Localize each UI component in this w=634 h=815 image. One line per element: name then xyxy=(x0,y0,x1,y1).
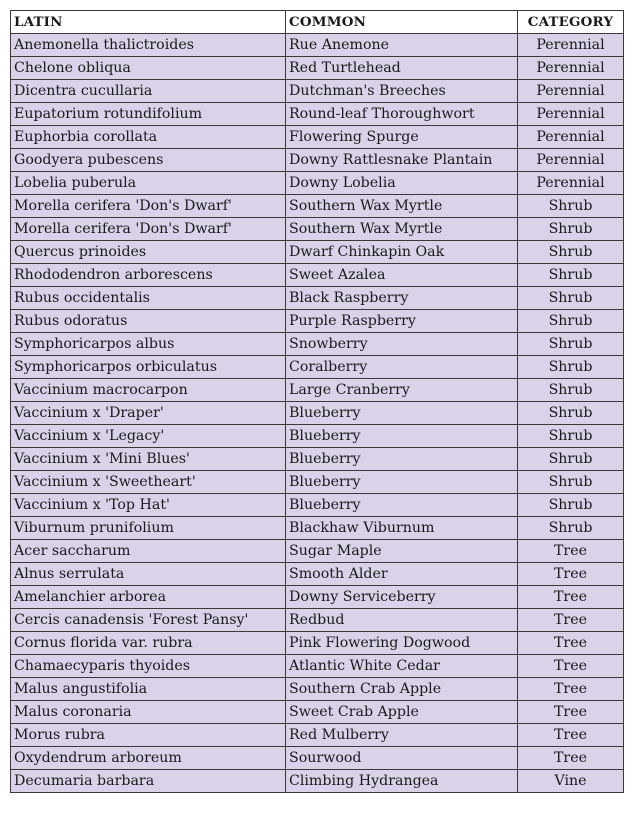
latin-cell: Symphoricarpos albus xyxy=(11,333,286,356)
category-cell: Tree xyxy=(518,678,624,701)
latin-cell: Vaccinium x 'Legacy' xyxy=(11,425,286,448)
table-row xyxy=(11,563,624,586)
category-cell: Tree xyxy=(518,609,624,632)
table-row xyxy=(11,149,624,172)
category-cell: Shrub xyxy=(518,195,624,218)
table-row xyxy=(11,57,624,80)
common-cell: Dutchman's Breeches xyxy=(286,80,518,103)
common-cell: Purple Raspberry xyxy=(286,310,518,333)
category-cell: Shrub xyxy=(518,356,624,379)
table-row xyxy=(11,540,624,563)
common-cell: Blueberry xyxy=(286,494,518,517)
category-cell: Tree xyxy=(518,563,624,586)
category-cell: Shrub xyxy=(518,494,624,517)
table-row xyxy=(11,34,624,57)
header-common: COMMON xyxy=(286,11,518,34)
category-cell: Perennial xyxy=(518,57,624,80)
latin-cell: Acer saccharum xyxy=(11,540,286,563)
category-cell: Tree xyxy=(518,747,624,770)
latin-cell: Cercis canadensis 'Forest Pansy' xyxy=(11,609,286,632)
latin-cell: Vaccinium macrocarpon xyxy=(11,379,286,402)
table-row xyxy=(11,678,624,701)
latin-cell: Alnus serrulata xyxy=(11,563,286,586)
table-row xyxy=(11,517,624,540)
common-cell: Blueberry xyxy=(286,425,518,448)
category-cell: Shrub xyxy=(518,218,624,241)
latin-cell: Malus coronaria xyxy=(11,701,286,724)
table-row xyxy=(11,218,624,241)
table-row xyxy=(11,264,624,287)
latin-cell: Cornus florida var. rubra xyxy=(11,632,286,655)
table-header xyxy=(11,11,624,34)
category-cell: Perennial xyxy=(518,149,624,172)
common-cell: Red Turtlehead xyxy=(286,57,518,80)
common-cell: Dwarf Chinkapin Oak xyxy=(286,241,518,264)
common-cell: Downy Rattlesnake Plantain xyxy=(286,149,518,172)
latin-cell: Vaccinium x 'Sweetheart' xyxy=(11,471,286,494)
common-cell: Coralberry xyxy=(286,356,518,379)
latin-cell: Euphorbia corollata xyxy=(11,126,286,149)
table-row xyxy=(11,103,624,126)
common-cell: Blueberry xyxy=(286,402,518,425)
common-cell: Southern Crab Apple xyxy=(286,678,518,701)
latin-cell: Chelone obliqua xyxy=(11,57,286,80)
table-row xyxy=(11,471,624,494)
table-row xyxy=(11,425,624,448)
latin-cell: Decumaria barbara xyxy=(11,770,286,793)
common-cell: Large Cranberry xyxy=(286,379,518,402)
latin-cell: Rubus odoratus xyxy=(11,310,286,333)
category-cell: Shrub xyxy=(518,448,624,471)
common-cell: Black Raspberry xyxy=(286,287,518,310)
common-cell: Blueberry xyxy=(286,448,518,471)
common-cell: Sweet Azalea xyxy=(286,264,518,287)
category-cell: Shrub xyxy=(518,517,624,540)
common-cell: Southern Wax Myrtle xyxy=(286,195,518,218)
latin-cell: Rhododendron arborescens xyxy=(11,264,286,287)
latin-cell: Morus rubra xyxy=(11,724,286,747)
common-cell: Downy Serviceberry xyxy=(286,586,518,609)
latin-cell: Malus angustifolia xyxy=(11,678,286,701)
table-row xyxy=(11,632,624,655)
latin-cell: Oxydendrum arboreum xyxy=(11,747,286,770)
common-cell: Redbud xyxy=(286,609,518,632)
header-latin: LATIN xyxy=(11,11,286,34)
table-body xyxy=(11,34,624,793)
category-cell: Perennial xyxy=(518,80,624,103)
common-cell: Rue Anemone xyxy=(286,34,518,57)
table-row xyxy=(11,494,624,517)
latin-cell: Amelanchier arborea xyxy=(11,586,286,609)
header-row xyxy=(11,11,624,34)
common-cell: Southern Wax Myrtle xyxy=(286,218,518,241)
table-row xyxy=(11,655,624,678)
common-cell: Red Mulberry xyxy=(286,724,518,747)
common-cell: Sweet Crab Apple xyxy=(286,701,518,724)
table-row xyxy=(11,80,624,103)
category-cell: Tree xyxy=(518,632,624,655)
table-row xyxy=(11,333,624,356)
latin-cell: Eupatorium rotundifolium xyxy=(11,103,286,126)
common-cell: Climbing Hydrangea xyxy=(286,770,518,793)
category-cell: Perennial xyxy=(518,103,624,126)
latin-cell: Morella cerifera 'Don's Dwarf' xyxy=(11,218,286,241)
category-cell: Shrub xyxy=(518,471,624,494)
latin-cell: Lobelia puberula xyxy=(11,172,286,195)
latin-cell: Anemonella thalictroides xyxy=(11,34,286,57)
common-cell: Atlantic White Cedar xyxy=(286,655,518,678)
table-row xyxy=(11,586,624,609)
latin-cell: Quercus prinoides xyxy=(11,241,286,264)
latin-cell: Vaccinium x 'Draper' xyxy=(11,402,286,425)
latin-cell: Symphoricarpos orbiculatus xyxy=(11,356,286,379)
category-cell: Tree xyxy=(518,724,624,747)
header-category: CATEGORY xyxy=(518,11,624,34)
common-cell: Blueberry xyxy=(286,471,518,494)
category-cell: Perennial xyxy=(518,172,624,195)
table-row xyxy=(11,172,624,195)
category-cell: Shrub xyxy=(518,287,624,310)
table-row xyxy=(11,448,624,471)
latin-cell: Viburnum prunifolium xyxy=(11,517,286,540)
category-cell: Shrub xyxy=(518,402,624,425)
common-cell: Sugar Maple xyxy=(286,540,518,563)
table-row xyxy=(11,126,624,149)
table-row xyxy=(11,701,624,724)
category-cell: Shrub xyxy=(518,241,624,264)
category-cell: Tree xyxy=(518,655,624,678)
category-cell: Tree xyxy=(518,586,624,609)
latin-cell: Dicentra cucullaria xyxy=(11,80,286,103)
table-row xyxy=(11,379,624,402)
latin-cell: Vaccinium x 'Mini Blues' xyxy=(11,448,286,471)
common-cell: Snowberry xyxy=(286,333,518,356)
common-cell: Blackhaw Viburnum xyxy=(286,517,518,540)
plant-table xyxy=(10,10,624,793)
table-row xyxy=(11,770,624,793)
common-cell: Pink Flowering Dogwood xyxy=(286,632,518,655)
category-cell: Shrub xyxy=(518,379,624,402)
table-row xyxy=(11,402,624,425)
latin-cell: Goodyera pubescens xyxy=(11,149,286,172)
common-cell: Downy Lobelia xyxy=(286,172,518,195)
latin-cell: Chamaecyparis thyoides xyxy=(11,655,286,678)
table-row xyxy=(11,747,624,770)
common-cell: Flowering Spurge xyxy=(286,126,518,149)
latin-cell: Rubus occidentalis xyxy=(11,287,286,310)
category-cell: Shrub xyxy=(518,425,624,448)
category-cell: Vine xyxy=(518,770,624,793)
common-cell: Sourwood xyxy=(286,747,518,770)
table-row xyxy=(11,356,624,379)
category-cell: Tree xyxy=(518,701,624,724)
common-cell: Smooth Alder xyxy=(286,563,518,586)
latin-cell: Vaccinium x 'Top Hat' xyxy=(11,494,286,517)
table-row xyxy=(11,241,624,264)
plant-list-sheet xyxy=(10,10,624,793)
latin-cell: Morella cerifera 'Don's Dwarf' xyxy=(11,195,286,218)
category-cell: Shrub xyxy=(518,333,624,356)
table-row xyxy=(11,287,624,310)
category-cell: Shrub xyxy=(518,310,624,333)
table-row xyxy=(11,195,624,218)
common-cell: Round-leaf Thoroughwort xyxy=(286,103,518,126)
category-cell: Shrub xyxy=(518,264,624,287)
table-row xyxy=(11,724,624,747)
table-row xyxy=(11,609,624,632)
category-cell: Perennial xyxy=(518,126,624,149)
table-row xyxy=(11,310,624,333)
category-cell: Tree xyxy=(518,540,624,563)
category-cell: Perennial xyxy=(518,34,624,57)
